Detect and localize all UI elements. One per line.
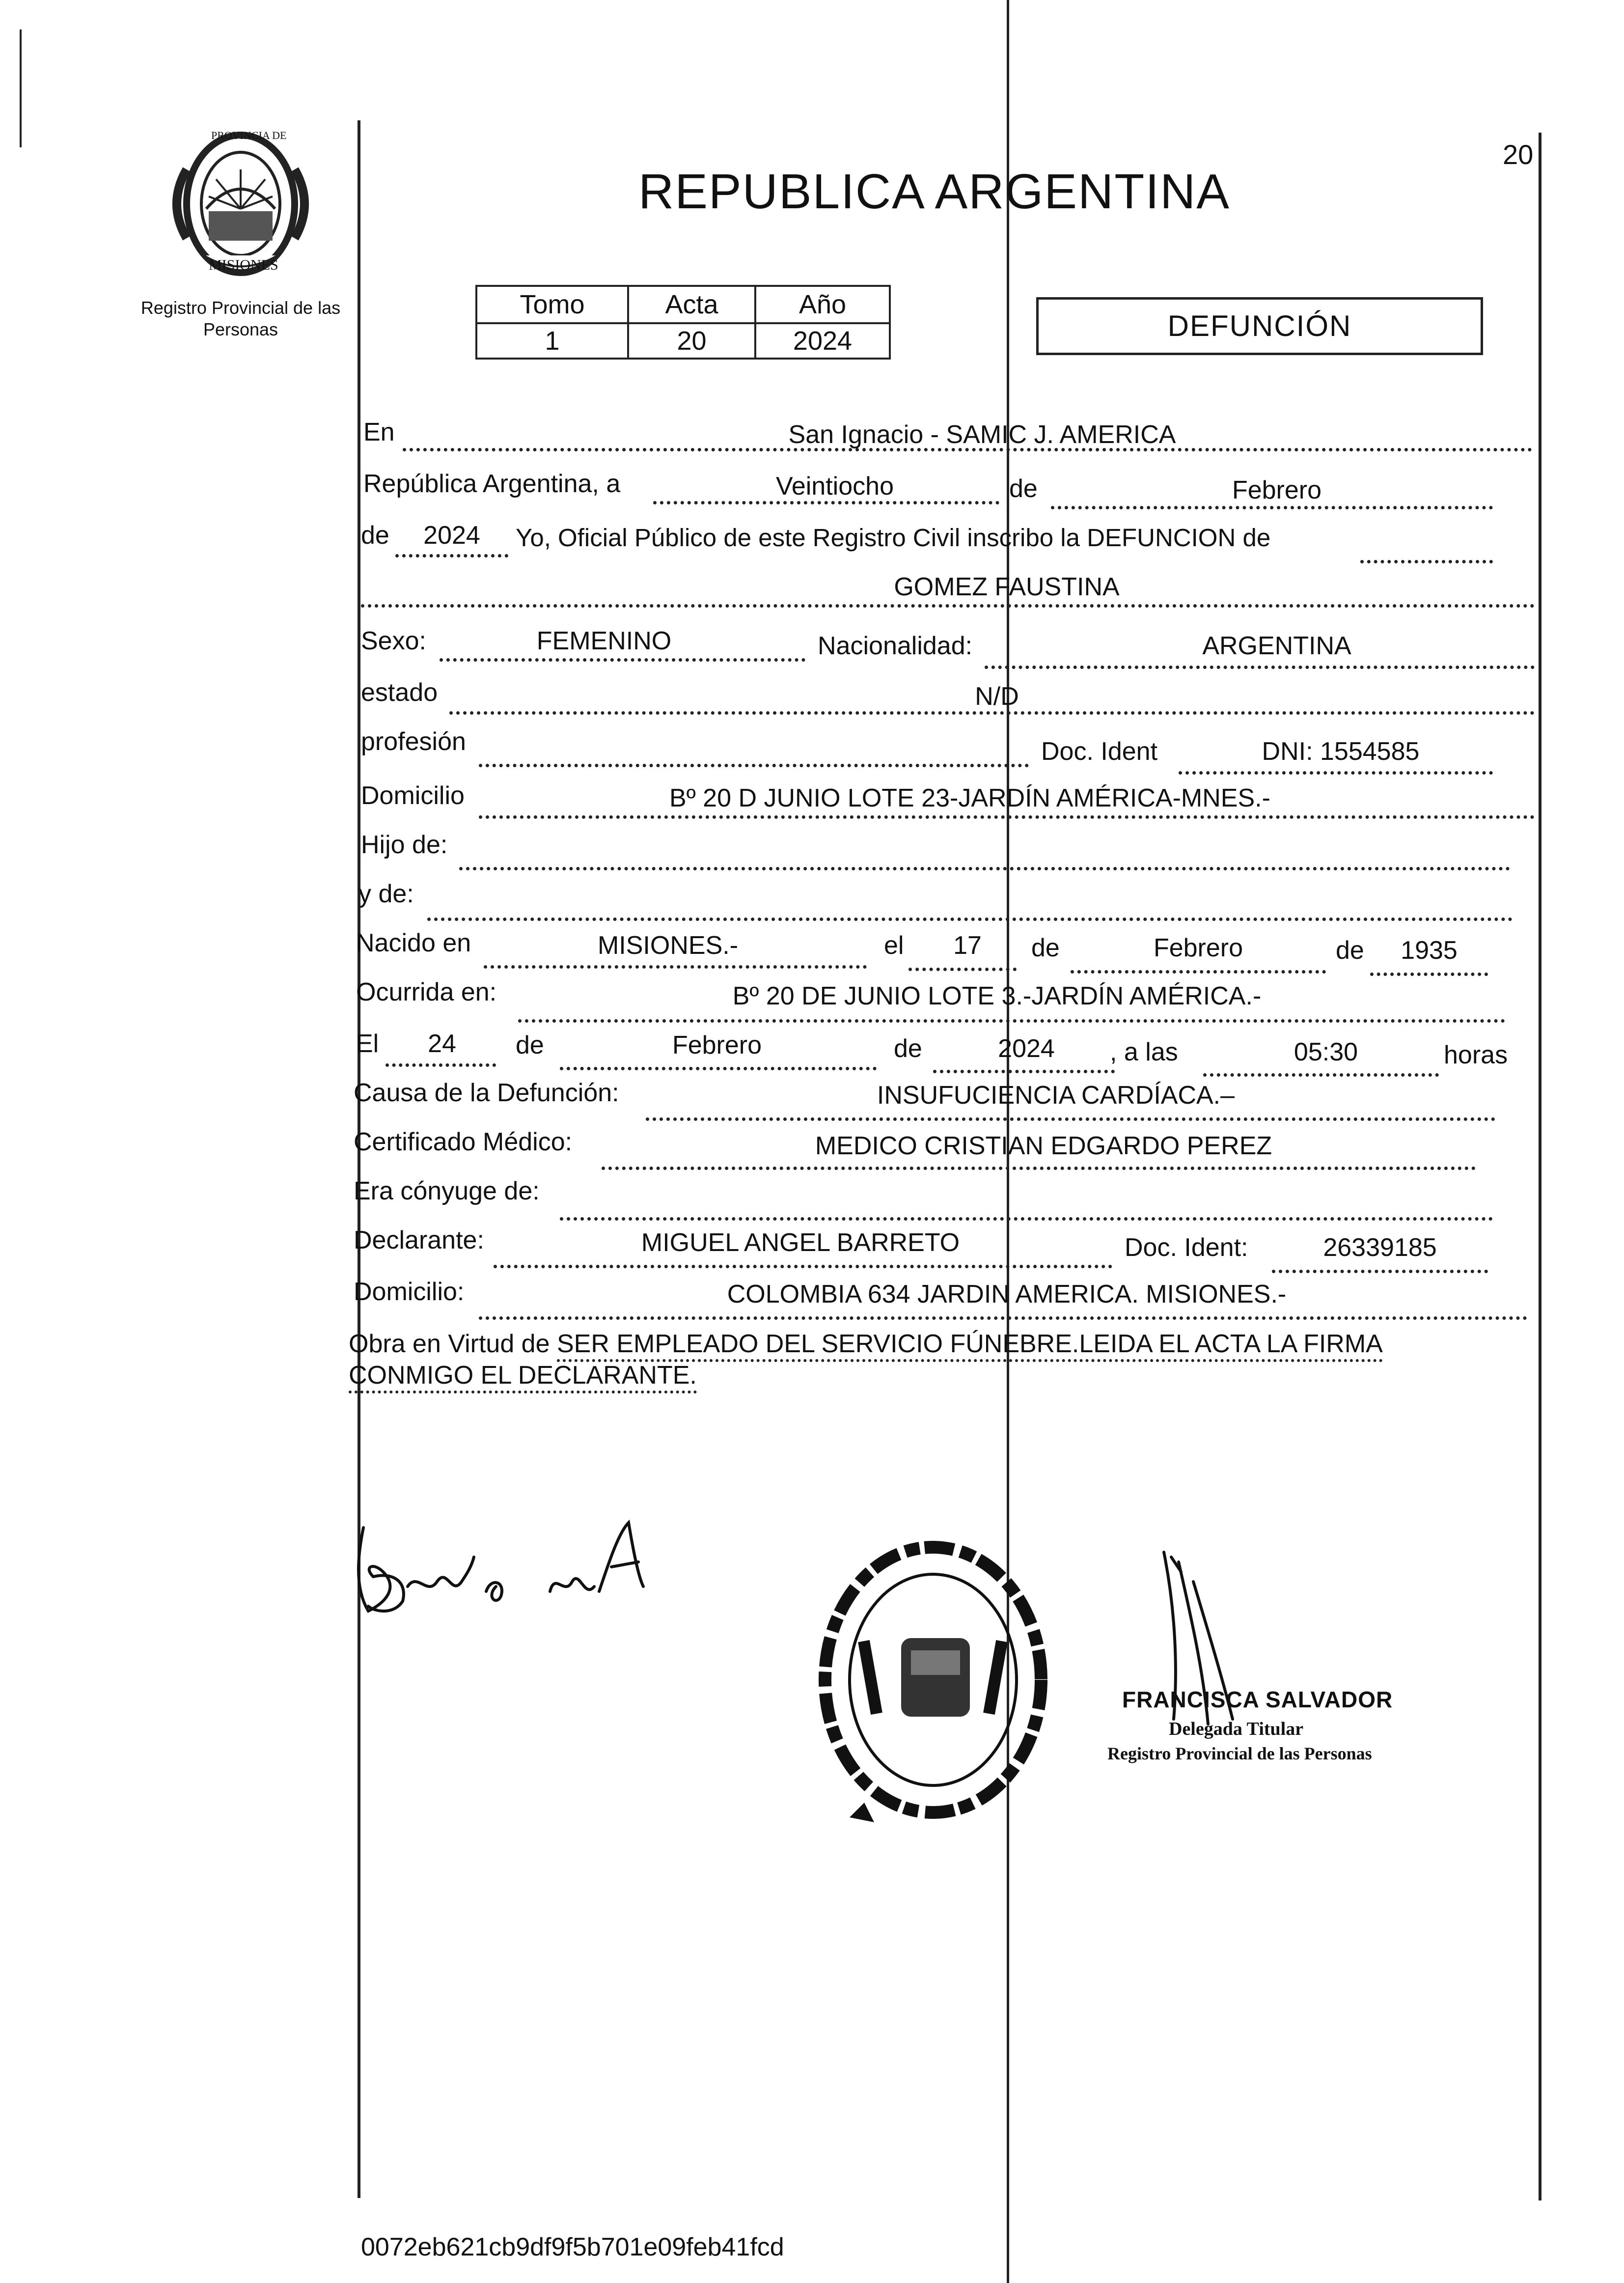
edge-mark: [20, 29, 22, 147]
label-nacionalidad: Nacionalidad:: [818, 632, 973, 660]
dotted-line: [1071, 970, 1326, 974]
value-en: San Ignacio - SAMIC J. AMERICA: [788, 420, 1176, 449]
label-republica: República Argentina, a: [363, 470, 621, 498]
table-cell: 1: [476, 323, 628, 359]
dotted-line: [385, 1063, 496, 1067]
value-nacionalidad: ARGENTINA: [1202, 632, 1351, 660]
label-y-de: y de:: [358, 880, 414, 908]
dotted-line: [985, 666, 1535, 669]
official-name: FRANCISCA SALVADOR: [1122, 1687, 1393, 1712]
value-ocurrida: Bº 20 DE JUNIO LOTE 3.-JARDÍN AMÉRICA.-: [732, 982, 1262, 1010]
dotted-line: [1360, 560, 1493, 563]
value-doc-ident: DNI: 1554585: [1262, 737, 1420, 766]
table-header: Acta: [628, 286, 755, 323]
value-declarante: MIGUEL ANGEL BARRETO: [641, 1228, 960, 1257]
record-table: [475, 285, 891, 360]
value-month: Febrero: [1232, 476, 1322, 504]
dotted-line: [427, 918, 1513, 921]
value-obra-line-2: CONMIGO EL DECLARANTE.: [349, 1361, 697, 1393]
dotted-line: [653, 501, 999, 504]
deceased-name: GOMEZ FAUSTINA: [894, 573, 1120, 601]
registry-caption: Registro Provincial de las Personas: [140, 298, 341, 339]
dotted-line: [1179, 771, 1493, 775]
value-nacido-place: MISIONES.-: [597, 931, 739, 960]
dotted-line: [560, 1217, 1493, 1221]
value-fecha-year: 2024: [998, 1034, 1055, 1063]
left-margin-rule: [358, 120, 360, 2198]
seal-text-top: PROVINCIA DE: [211, 129, 287, 141]
value-sexo: FEMENINO: [536, 627, 672, 655]
dotted-line: [395, 554, 508, 557]
right-margin-rule: [1539, 133, 1541, 2200]
value-fecha-month: Febrero: [672, 1031, 762, 1059]
label-declarante: Declarante:: [354, 1226, 484, 1254]
file-hash: 0072eb621cb9df9f5b701e09feb41fcd: [361, 2233, 784, 2261]
declarant-signature: [344, 1513, 688, 1626]
label-conyuge: Era cónyuge de:: [354, 1177, 540, 1205]
label-doc-ident-declarante: Doc. Ident:: [1125, 1233, 1248, 1262]
label-domicilio-declarante: Domicilio:: [354, 1278, 465, 1306]
label-de: de: [1009, 474, 1038, 503]
dotted-line: [560, 1067, 877, 1070]
dotted-line: [518, 1019, 1505, 1023]
label-a-las: , a las: [1110, 1038, 1178, 1066]
page-number: 20: [1503, 139, 1534, 170]
official-office: Registro Provincial de las Personas: [1107, 1744, 1372, 1763]
value-nacido-day: 17: [953, 931, 982, 960]
dotted-line: [449, 711, 1535, 715]
inscribo-text: Yo, Oficial Público de este Registro Civil inscribo la DEFUNCION de: [516, 524, 1271, 552]
label-sexo: Sexo:: [361, 627, 426, 655]
dotted-line: [1370, 973, 1488, 976]
value-day: Veintiocho: [776, 472, 894, 501]
label-nacido: Nacido en: [356, 929, 471, 957]
dotted-line: [484, 965, 867, 969]
value-domicilio: Bº 20 D JUNIO LOTE 23-JARDÍN AMÉRICA-MNES.-: [669, 784, 1270, 812]
value-nacido-year: 1935: [1401, 936, 1458, 965]
label-causa: Causa de la Defunción:: [354, 1079, 619, 1107]
value-obra-line-1: SER EMPLEADO DEL SERVICIO FÚNEBRE.LEIDA EL ACTA LA FIRMA: [557, 1330, 1383, 1362]
value-domicilio-declarante: COLOMBIA 634 JARDIN AMERICA. MISIONES.-: [727, 1280, 1287, 1309]
official-role: Delegada Titular: [1169, 1719, 1304, 1739]
label-estado: estado: [361, 678, 438, 707]
label-de: de: [516, 1031, 544, 1059]
dotted-line: [459, 867, 1510, 870]
obra-line-2: [349, 1361, 697, 1390]
label-en: En: [363, 418, 395, 446]
label-de: de: [1336, 936, 1364, 965]
value-fecha-day: 24: [428, 1030, 456, 1058]
label-certificado: Certificado Médico:: [354, 1128, 573, 1156]
page-title: REPUBLICA ARGENTINA: [638, 164, 1230, 219]
label-el: el: [884, 931, 904, 960]
label-el: El: [356, 1030, 379, 1058]
label-obra: Obra en Virtud de: [349, 1330, 550, 1358]
value-certificado: MEDICO CRISTIAN EDGARDO PEREZ: [815, 1132, 1272, 1160]
dotted-line: [479, 764, 1029, 767]
label-profesion: profesión: [361, 727, 466, 756]
label-ocurrida: Ocurrida en:: [356, 978, 497, 1006]
official-stamp: [805, 1528, 1061, 1832]
label-de: de: [894, 1034, 922, 1063]
value-estado: N/D: [975, 682, 1019, 711]
label-doc-ident: Doc. Ident: [1041, 737, 1158, 766]
dotted-line: [440, 658, 805, 662]
label-de: de: [1031, 934, 1060, 962]
dotted-line: [479, 815, 1535, 819]
value-doc-ident-declarante: 26339185: [1323, 1233, 1437, 1262]
table-cell: 20: [628, 323, 755, 359]
dotted-line: [494, 1265, 1112, 1268]
dotted-line: [479, 1316, 1527, 1320]
value-nacido-month: Febrero: [1153, 934, 1243, 962]
seal-text-bottom: MISIONES: [209, 257, 278, 273]
dotted-line: [908, 968, 1017, 971]
label-de-year: de: [361, 521, 389, 550]
dotted-line: [602, 1167, 1476, 1170]
label-hijo-de: Hijo de:: [361, 831, 448, 859]
obra-line-1: [349, 1329, 1383, 1359]
dotted-line: [646, 1117, 1495, 1121]
dotted-line: [1051, 506, 1493, 509]
dotted-line: [361, 604, 1535, 608]
province-seal-logo: [157, 125, 324, 282]
value-causa: INSUFUCIENCIA CARDÍACA.–: [877, 1081, 1235, 1110]
table-header: Tomo: [476, 286, 628, 323]
value-time: 05:30: [1294, 1038, 1358, 1066]
dotted-line: [1203, 1073, 1439, 1077]
table-cell: 2024: [755, 323, 890, 359]
label-domicilio: Domicilio: [361, 781, 465, 810]
record-type-box: DEFUNCIÓN: [1036, 297, 1483, 355]
table-header: Año: [755, 286, 890, 323]
dotted-line: [1272, 1270, 1488, 1273]
label-horas: horas: [1444, 1041, 1508, 1069]
dotted-line: [933, 1070, 1115, 1073]
value-year: 2024: [423, 521, 480, 550]
